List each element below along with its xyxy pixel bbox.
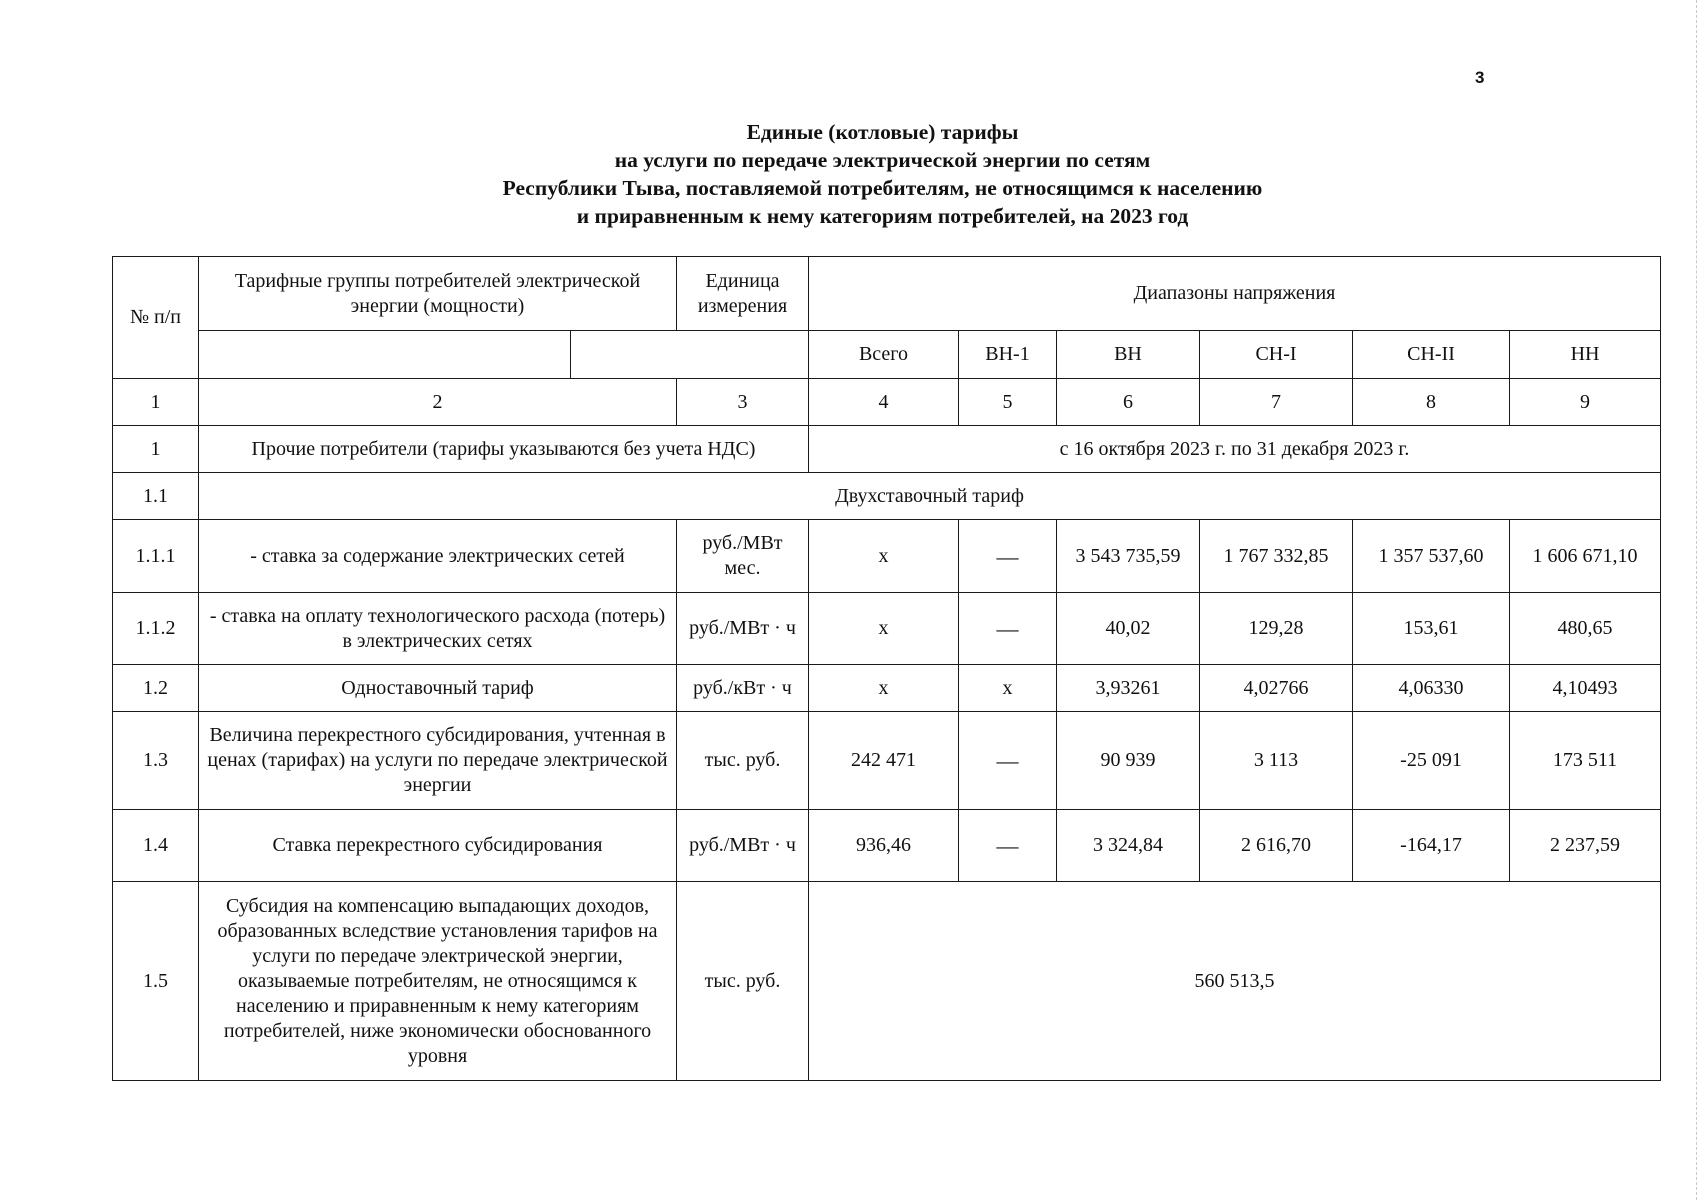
header-num: № п/п	[113, 257, 199, 379]
row-name: Ставка перекрестного субсидирования	[199, 810, 677, 882]
value-cell: 3 543 735,59	[1057, 520, 1200, 593]
title-line: и приравненным к нему категориям потребителей, на 2023 год	[576, 204, 1189, 228]
value-cell: 480,65	[1510, 593, 1661, 665]
row-name: Субсидия на компенсацию выпадающих доходов, образованных вследствие установления тарифов на услуги по передаче электрической энергии, оказываемые потребителям, не относящимся к населению и приравненным к нему категориям потребителей, ниже экономически обоснованного уровня	[199, 882, 677, 1081]
col-number: 3	[677, 379, 809, 426]
value-cell: 173 511	[1510, 712, 1661, 810]
value-cell: 4,06330	[1353, 665, 1510, 712]
row-unit: руб./МВт · ч	[677, 810, 809, 882]
row-num: 1.4	[113, 810, 199, 882]
col-sn2: СН-II	[1353, 331, 1510, 379]
table-row	[113, 473, 1661, 520]
row-unit: тыс. руб.	[677, 712, 809, 810]
table-row	[113, 520, 1661, 593]
title-line: на услуги по передаче электрической энергии по сетям	[614, 148, 1151, 172]
table-row	[113, 810, 1661, 882]
page-number: 3	[1475, 68, 1485, 87]
col-total: Всего	[809, 331, 959, 379]
row-name: Прочие потребители (тарифы указываются без учета НДС)	[199, 426, 809, 473]
value-cell: 1 767 332,85	[1200, 520, 1353, 593]
row-unit: тыс. руб.	[677, 882, 809, 1081]
col-number: 9	[1510, 379, 1661, 426]
header-groups: Тарифные группы потребителей электрической энергии (мощности)	[199, 257, 677, 331]
value-cell: -164,17	[1353, 810, 1510, 882]
document-title	[300, 118, 1465, 230]
value-cell: 1 357 537,60	[1353, 520, 1510, 593]
value-cell: -25 091	[1353, 712, 1510, 810]
col-number: 2	[199, 379, 677, 426]
value-cell: 129,28	[1200, 593, 1353, 665]
col-number: 7	[1200, 379, 1353, 426]
col-number: 5	[959, 379, 1057, 426]
col-vn: ВН	[1057, 331, 1200, 379]
value-cell: х	[809, 520, 959, 593]
row-num: 1.5	[113, 882, 199, 1081]
header-unit: Единица измерения	[677, 257, 809, 331]
header-empty-cell	[199, 331, 571, 379]
value-cell: 2 237,59	[1510, 810, 1661, 882]
table-row	[113, 665, 1661, 712]
row-num: 1	[113, 426, 199, 473]
table-row	[113, 882, 1661, 1081]
value-cell: 242 471	[809, 712, 959, 810]
col-number: 6	[1057, 379, 1200, 426]
col-number: 8	[1353, 379, 1510, 426]
value-cell: —	[959, 520, 1057, 593]
col-number: 1	[113, 379, 199, 426]
value-cell: 90 939	[1057, 712, 1200, 810]
value-cell: 3 113	[1200, 712, 1353, 810]
row-unit: руб./МВт · ч	[677, 593, 809, 665]
row-num: 1.1.2	[113, 593, 199, 665]
value-cell: 936,46	[809, 810, 959, 882]
row-unit: руб./кВт · ч	[677, 665, 809, 712]
value-cell: х	[809, 593, 959, 665]
title-line: Республики Тыва, поставляемой потребителям, не относящимся к населению	[502, 176, 1263, 200]
row-name: - ставка за содержание электрических сетей	[199, 520, 677, 593]
header-empty-cell	[571, 331, 809, 379]
value-cell: 40,02	[1057, 593, 1200, 665]
col-vn1: ВН-1	[959, 331, 1057, 379]
row-period: с 16 октября 2023 г. по 31 декабря 2023 г.	[809, 426, 1661, 473]
value-cell: 3 324,84	[1057, 810, 1200, 882]
value-cell: —	[959, 593, 1057, 665]
value-cell: х	[959, 665, 1057, 712]
value-cell: —	[959, 712, 1057, 810]
header-voltage-ranges: Диапазоны напряжения	[809, 257, 1661, 331]
table-row	[113, 593, 1661, 665]
value-cell: х	[809, 665, 959, 712]
value-cell: 153,61	[1353, 593, 1510, 665]
value-cell: 3,93261	[1057, 665, 1200, 712]
scan-edge-line	[1696, 0, 1698, 1200]
table-row	[113, 712, 1661, 810]
row-name: Двухставочный тариф	[199, 473, 1661, 520]
col-number: 4	[809, 379, 959, 426]
subsidy-value: 560 513,5	[809, 882, 1661, 1081]
row-name: Одноставочный тариф	[199, 665, 677, 712]
title-line: Единые (котловые) тарифы	[746, 120, 1019, 144]
row-name: Величина перекрестного субсидирования, учтенная в ценах (тарифах) на услуги по передаче электрической энергии	[199, 712, 677, 810]
value-cell: 4,10493	[1510, 665, 1661, 712]
value-cell: 1 606 671,10	[1510, 520, 1661, 593]
row-num: 1.3	[113, 712, 199, 810]
row-num: 1.1.1	[113, 520, 199, 593]
row-unit: руб./МВт мес.	[677, 520, 809, 593]
value-cell: 4,02766	[1200, 665, 1353, 712]
row-num: 1.1	[113, 473, 199, 520]
tariff-table	[112, 256, 1661, 1081]
col-nn: НН	[1510, 331, 1661, 379]
row-num: 1.2	[113, 665, 199, 712]
value-cell: —	[959, 810, 1057, 882]
col-sn1: СН-I	[1200, 331, 1353, 379]
row-name: - ставка на оплату технологического расхода (потерь) в электрических сетях	[199, 593, 677, 665]
value-cell: 2 616,70	[1200, 810, 1353, 882]
table-row	[113, 426, 1661, 473]
